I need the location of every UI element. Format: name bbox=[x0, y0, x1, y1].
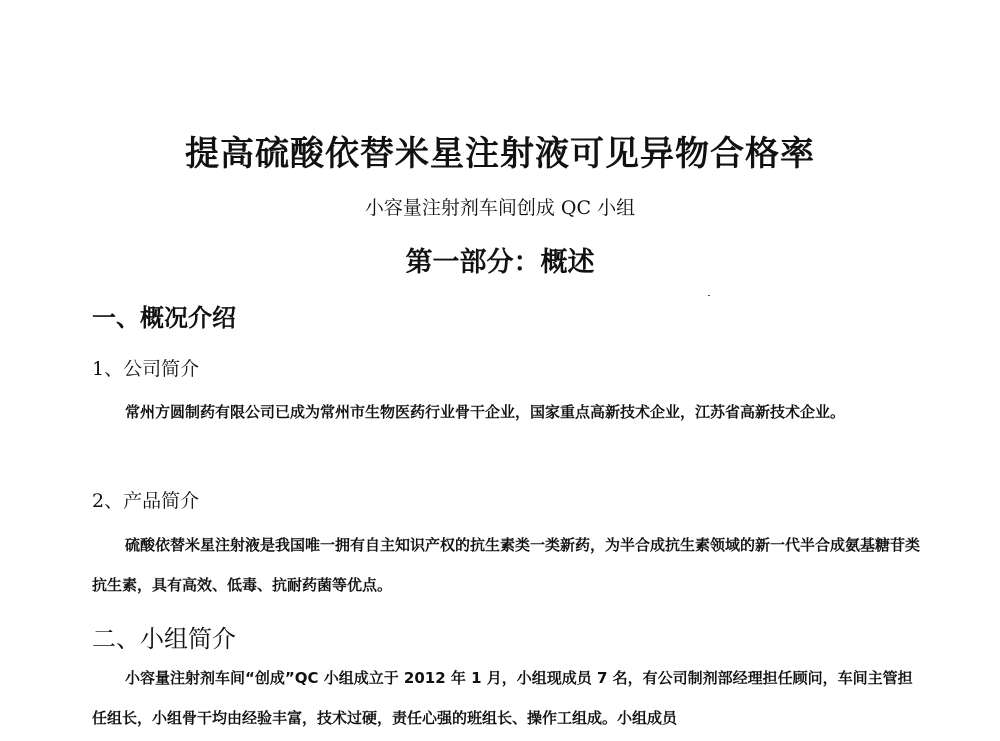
paragraph-group: 小容量注射剂车间“创成”QC 小组成立于 2012 年 1 月，小组现成员 7 名，有公司制剂部经理担任顾问，车间主管担任组长，小组骨干均由经验丰富，技术过硬，责任心强的班组长、操作工组成。小组成员 bbox=[92, 669, 913, 727]
subsection-heading-product: 2、产品简介 bbox=[92, 490, 200, 512]
scan-speck bbox=[708, 295, 710, 296]
subsection-heading-company: 1、公司简介 bbox=[92, 358, 200, 380]
section-heading-overview: 一、概况介绍 bbox=[92, 303, 236, 332]
paragraph-product: 硫酸依替米星注射液是我国唯一拥有自主知识产权的抗生素类一类新药，为半合成抗生素领域的新一代半合成氨基糖苷类抗生素，具有高效、低毒、抗耐药菌等优点。 bbox=[92, 536, 921, 594]
paragraph-company: 常州方圆制药有限公司已成为常州市生物医药行业骨干企业，国家重点高新技术企业，江苏省高新技术企业。 bbox=[125, 403, 846, 421]
part-heading: 第一部分：概述 bbox=[405, 247, 595, 278]
document-subtitle: 小容量注射剂车间创成 QC 小组 bbox=[364, 197, 636, 219]
document-title: 提高硫酸依替米星注射液可见异物合格率 bbox=[185, 134, 815, 174]
section-heading-group: 二、小组简介 bbox=[92, 625, 236, 653]
